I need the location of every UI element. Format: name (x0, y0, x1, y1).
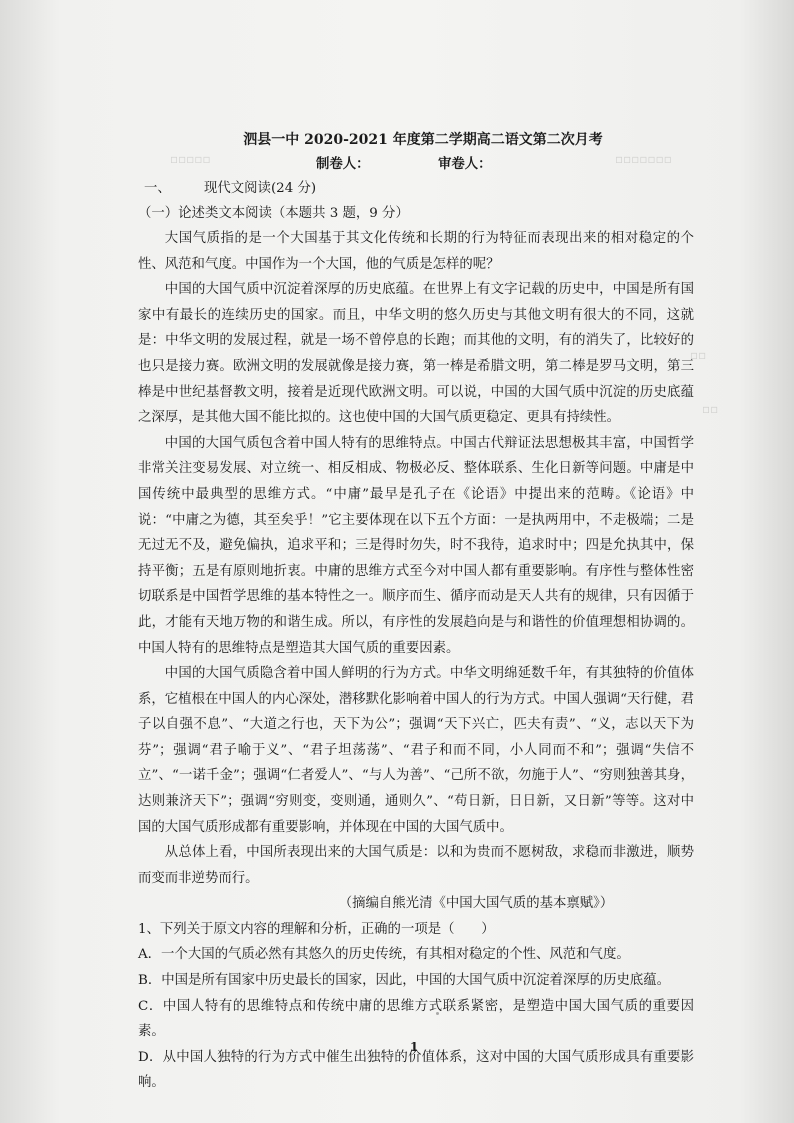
option-d: D．从中国人独特的行为方式中催生出独特的价值体系，这对中国的大国气质形成具有重要影响。 (138, 1049, 694, 1091)
exam-content (138, 128, 694, 1096)
passage-paragraph: 中国的大国气质中沉淀着深厚的历史底蕴。在世界上有文字记载的历史中，中国是所有国家中有最长的连续历史的国家。而且，中华文明的悠久历史与其他文明有很大的不同，这就是：中华文明的发展过程，就是一场不曾停息的长跑；而其他的文明，有的消失了，比较好的也只是接力赛。欧洲文明的发展就像是接力赛，第一棒是希腊文明，第二棒是罗马文明，第三棒是中世纪基督教文明，接着是近现代欧洲文明。可以说，中国的大国气质中沉淀的历史底蕴之深厚，是其他大国不能比拟的。这也使中国的大国气质更稳定、更具有持续性。 (138, 282, 694, 426)
passage-paragraph: 中国的大国气质包含着中国人特有的思维特点。中国古代辩证法思想极其丰富，中国哲学非常关注变易发展、对立统一、相反相成、物极必反、整体联系、生化日新等问题。中庸是中国传统中最典型的思维方式。“中庸”最早是孔子在《论语》中提出来的范畴。《论语》中说：“中庸之为德，其至矣乎！”它主要体现在以下五个方面：一是执两用中，不走极端；二是无过无不及，避免偏执，追求平和；三是得时勿失，时不我待，追求时中；四是允执其中，保持平衡；五是有原则地折衷。中庸的思维方式至今对中国人都有重要影响。有序性与整体性密切联系是中国哲学思维的基本特性之一。顺序而生、循序而动是天人共有的规律，只有因循于此，才能有天地万物的和谐生成。所以，有序性的发展趋向是与和谐性的价值理想相协调的。中国人特有的思维特点是塑造其大国气质的重要因素。 (138, 435, 694, 656)
staff-line (138, 152, 694, 176)
bleed-through-mark: ▫▫▫▫▫ (170, 152, 211, 166)
option-b: B．中国是所有国家中历史最长的国家，因此，中国的大国气质中沉淀着深厚的历史底蕴。 (138, 973, 671, 989)
section-number: 一、 (144, 181, 171, 196)
question-stem: 1、下列关于原文内容的理解和分析，正确的一项是（ ） (138, 922, 495, 938)
section-heading (138, 176, 694, 201)
bleed-through-mark: ▫▫▫▫▫▫▫ (615, 152, 672, 166)
option-c: C．中国人特有的思维特点和传统中庸的思维方式联系紧密，是塑造中国大国气质的重要因素。 (138, 998, 694, 1040)
passage-paragraph: 从总体上看，中国所表现出来的大国气质是：以和为贵而不愿树敌，求稳而非激进，顺势而变而非逆势而行。 (138, 845, 694, 886)
passage-source: （摘编自熊光清《中国大国气质的基本禀赋》） (338, 896, 614, 912)
passage-paragraph: 大国气质指的是一个大国基于其文化传统和长期的行为特征而表现出来的相对稳定的个性、风范和气度。中国作为一个大国，他的气质是怎样的呢？ (138, 231, 694, 272)
option-a: A．一个大国的气质必然有其悠久的历史传统，有其相对稳定的个性、风范和气度。 (138, 947, 630, 963)
exam-title: 泗县一中 2020-2021 年度第二学期高二语文第二次月考 (243, 132, 603, 148)
passage-paragraph: 中国的大国气质隐含着中国人鲜明的行为方式。中华文明绵延数千年，有其独特的价值体系，它植根在中国人的内心深处，潜移默化影响着中国人的行为方式。中国人强调“天行健，君子以自强不息”、“大道之行也，天下为公”；强调“天下兴亡，匹夫有责”、“义，志以天下为芬”；强调“君子喻于义”、“君子坦荡荡”、“君子和而不同，小人同而不和”；强调“失信不立”、“一诺千金”；强调“仁者爱人”、“与人为善”、“己所不欲，勿施于人”、“穷则独善其身，达则兼济天下”；强调“穷则变，变则通，通则久”、“苟日新，日日新，又日新”等等。这对中国的大国气质形成都有重要影响，并体现在中国的大国气质中。 (138, 666, 694, 835)
page-number: 1 (410, 1040, 419, 1054)
reviewer-label: 审卷人： (438, 156, 492, 172)
subsection-heading: （一）论述类文本阅读（本题共 3 题，9 分） (138, 206, 409, 221)
bleed-through-mark: ▫▫ (690, 348, 707, 362)
maker-label: 制卷人： (316, 156, 370, 172)
bleed-through-mark: ▫▫ (702, 402, 719, 416)
section-name: 现代文阅读(24 分) (204, 181, 317, 196)
